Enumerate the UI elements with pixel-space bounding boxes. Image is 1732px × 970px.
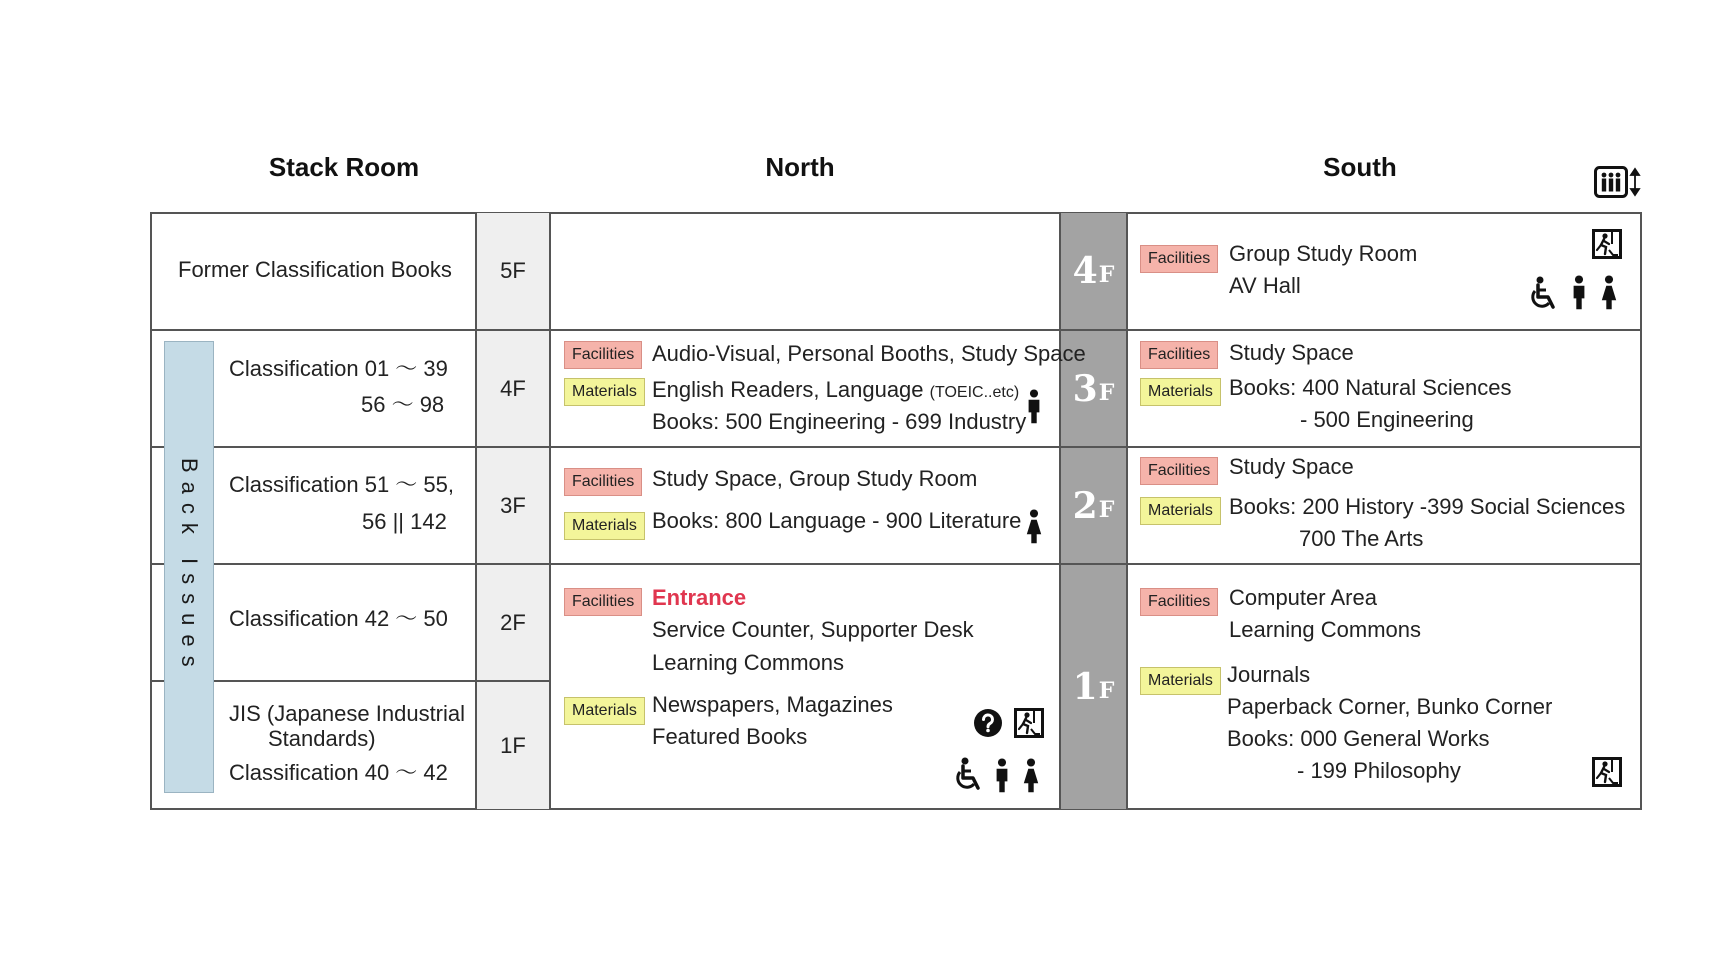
south-4f-facilities-tag: Facilities (1140, 245, 1218, 273)
stack-2f-text: Classification 42 ～ 50 (229, 606, 448, 631)
south-3f-materials-1: Books: 400 Natural Sciences (1229, 375, 1512, 400)
south-floor-1f: 1 F (1061, 565, 1126, 809)
north-3f-facilities: Audio-Visual, Personal Booths, Study Space (652, 341, 1086, 366)
south-4f-facilities-1: Group Study Room (1229, 241, 1418, 266)
south-1f-materials-3: Books: 000 General Works (1227, 726, 1490, 751)
south-1f-materials-4: - 199 Philosophy (1297, 758, 1461, 783)
stack-floor-5f: 5F (500, 258, 526, 283)
north-3f-books: Books: 500 Engineering - 699 Industry (652, 409, 1027, 434)
stack-floor-4f: 4F (500, 375, 526, 401)
north-3f-materials-tag: Materials (564, 378, 645, 406)
stack-floor-1f: 1F (500, 732, 526, 758)
south-2f-facilities-tag: Facilities (1140, 457, 1218, 485)
north-1f-materials-2: Featured Books (652, 724, 808, 749)
south-1f-facilities-1: Computer Area (1229, 585, 1377, 610)
elevator-icon (1594, 166, 1642, 198)
south-1f-materials-2: Paperback Corner, Bunko Corner (1227, 694, 1553, 719)
south-2f-materials-tag: Materials (1140, 497, 1221, 525)
north-3f-facilities-tag: Facilities (564, 341, 642, 369)
female-restroom-icon (1022, 757, 1040, 795)
stack-3f-text-1: Classification 51 ～ 55, (229, 472, 454, 497)
female-restroom-icon (1025, 508, 1043, 546)
north-1f-materials-1: Newspapers, Magazines (652, 692, 893, 717)
south-3f-facilities: Study Space (1229, 340, 1354, 365)
south-3f-materials-2: - 500 Engineering (1300, 407, 1474, 432)
wheelchair-accessible-icon (953, 757, 985, 793)
north-1f-materials-tag: Materials (564, 697, 645, 725)
south-2f-facilities: Study Space (1229, 454, 1354, 479)
stack-1f-text-3: Classification 40 ～ 42 (229, 760, 448, 785)
stack-4f-text-2: 56 ～ 98 (361, 392, 445, 417)
south-1f-facilities-2: Learning Commons (1229, 617, 1421, 642)
stack-5f-text: Former Classification Books (178, 257, 452, 282)
north-2f-materials: Books: 800 Language - 900 Literature (652, 508, 1022, 533)
south-floor-3f: 3 F (1061, 331, 1126, 446)
emergency-exit-icon (1592, 229, 1622, 259)
information-icon (973, 708, 1003, 738)
stack-4f-text-1: Classification 01 ～ 39 (229, 356, 448, 381)
north-2f-facilities: Study Space, Group Study Room (652, 466, 978, 491)
north-header: North (765, 152, 835, 182)
north-1f-entrance: Entrance (652, 585, 747, 610)
stack-room-header: Stack Room (268, 152, 420, 182)
male-restroom-icon (1570, 274, 1588, 312)
south-1f-materials-tag: Materials (1140, 667, 1221, 695)
north-1f-facilities-2: Learning Commons (652, 650, 844, 675)
emergency-exit-icon (1014, 708, 1044, 738)
south-2f-materials-1: Books: 200 History -399 Social Sciences (1229, 494, 1626, 519)
south-2f-materials-2: 700 The Arts (1299, 526, 1424, 551)
north-2f-facilities-tag: Facilities (564, 468, 642, 496)
south-header: South (1323, 152, 1397, 182)
north-1f-facilities-tag: Facilities (564, 588, 642, 616)
south-1f-materials-1: Journals (1227, 662, 1311, 687)
south-1f-facilities-tag: Facilities (1140, 588, 1218, 616)
stack-floor-2f: 2F (500, 609, 526, 635)
male-restroom-icon (1025, 388, 1043, 426)
stack-1f-text-2: Standards) (268, 726, 376, 751)
male-restroom-icon (993, 757, 1011, 795)
back-issues-label: Back Issues (177, 458, 202, 676)
south-4f-facilities-2: AV Hall (1229, 273, 1301, 298)
north-2f-materials-tag: Materials (564, 512, 645, 540)
south-floor-2f: 2 F (1061, 448, 1126, 563)
north-3f-materials: English Readers, Language (TOEIC..etc) (652, 377, 1020, 402)
stack-floor-3f: 3F (500, 492, 526, 518)
south-3f-facilities-tag: Facilities (1140, 341, 1218, 369)
emergency-exit-icon (1592, 757, 1622, 787)
stack-3f-text-2: 56 || 142 (362, 509, 447, 534)
north-1f-facilities-1: Service Counter, Supporter Desk (652, 617, 974, 642)
female-restroom-icon (1600, 274, 1618, 312)
south-floor-4f: 4 F (1061, 213, 1126, 329)
wheelchair-accessible-icon (1528, 276, 1560, 312)
back-issues-bar (164, 341, 214, 793)
south-3f-materials-tag: Materials (1140, 378, 1221, 406)
stack-1f-text-1: JIS (Japanese Industrial (229, 701, 466, 726)
